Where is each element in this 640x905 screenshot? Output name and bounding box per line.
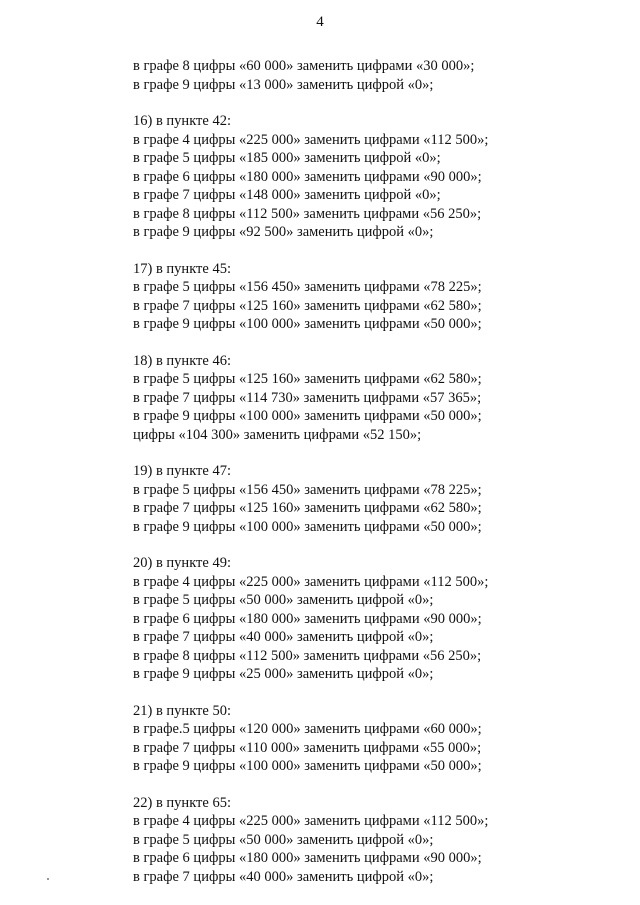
amendment-block	[133, 260, 620, 334]
scan-speck	[47, 878, 49, 880]
amendment-line: в графе 9 цифры «25 000» заменить цифрой «0»;	[133, 666, 434, 682]
amendment-line: в графе 4 цифры «225 000» заменить цифрами «112 500»;	[133, 573, 489, 590]
block-heading: 17) в пункте 45:	[133, 260, 231, 277]
amendment-line: в графе 7 цифры «40 000» заменить цифрой «0»;	[133, 868, 434, 885]
amendment-line: в графе 8 цифры «112 500» заменить цифрами «56 250»;	[133, 647, 482, 664]
amendment-line: в графе 9 цифры «92 500» заменить цифрой «0»;	[133, 224, 434, 240]
amendment-line: в графе 7 цифры «40 000» заменить цифрой «0»;	[133, 629, 434, 645]
amendment-line: в графе 6 цифры «180 000» заменить цифрами «90 000»;	[133, 610, 482, 627]
amendment-line: в графе 8 цифры «60 000» заменить цифрами «30 000»;	[133, 58, 475, 74]
amendment-line: в графе 7 цифры «125 160» заменить цифрами «62 580»;	[133, 297, 482, 314]
amendment-line: в графе 5 цифры «125 160» заменить цифрами «62 580»;	[133, 371, 482, 387]
page-number: 4	[316, 14, 324, 30]
block-heading: 16) в пункте 42:	[133, 113, 231, 129]
block-heading: 18) в пункте 46:	[133, 352, 231, 369]
amendment-line: в графе 5 цифры «185 000» заменить цифрой «0»;	[133, 150, 441, 166]
amendment-line: в графе 6 цифры «180 000» заменить цифрами «90 000»;	[133, 850, 482, 866]
amendment-line: в графе 4 цифры «225 000» заменить цифрами «112 500»;	[133, 813, 489, 829]
amendment-line: в графе 9 цифры «100 000» заменить цифрами «50 000»;	[133, 316, 482, 332]
block-heading: 19) в пункте 47:	[133, 463, 231, 479]
amendment-line: в графе 9 цифры «100 000» заменить цифрами «50 000»;	[133, 408, 482, 424]
amendment-line: в графе 5 цифры «50 000» заменить цифрой «0»;	[133, 592, 434, 608]
amendment-line: в графе 9 цифры «100 000» заменить цифрами «50 000»;	[133, 758, 482, 774]
amendment-block	[133, 112, 620, 242]
amendment-line: в графе 4 цифры «225 000» заменить цифрами «112 500»;	[133, 131, 489, 148]
amendment-block	[133, 352, 620, 445]
amendment-line: в графе 7 цифры «114 730» заменить цифрами «57 365»;	[133, 389, 482, 406]
block-heading: 20) в пункте 49:	[133, 555, 231, 571]
amendment-block	[133, 462, 620, 536]
amendment-line: в графе 7 цифры «148 000» заменить цифрой «0»;	[133, 187, 441, 203]
amendment-block	[133, 794, 620, 887]
amendment-line: цифры «104 300» заменить цифрами «52 150»;	[133, 426, 422, 443]
amendment-block	[133, 57, 620, 94]
document-body	[133, 57, 620, 904]
block-heading: 21) в пункте 50:	[133, 702, 231, 719]
amendment-line: в графе.5 цифры «120 000» заменить цифрами «60 000»;	[133, 721, 482, 737]
amendment-line: в графе 9 цифры «100 000» заменить цифрами «50 000»;	[133, 518, 482, 535]
amendment-line: в графе 8 цифры «112 500» заменить цифрами «56 250»;	[133, 205, 482, 222]
amendment-line: в графе 6 цифры «180 000» заменить цифрами «90 000»;	[133, 168, 482, 185]
amendment-block	[133, 554, 620, 684]
block-heading: 22) в пункте 65:	[133, 794, 231, 811]
amendment-line: в графе 5 цифры «156 450» заменить цифрами «78 225»;	[133, 279, 482, 295]
amendment-line: в графе 5 цифры «156 450» заменить цифрами «78 225»;	[133, 481, 482, 498]
amendment-line: в графе 7 цифры «110 000» заменить цифрами «55 000»;	[133, 739, 482, 756]
amendment-line: в графе 7 цифры «125 160» заменить цифрами «62 580»;	[133, 500, 482, 516]
amendment-block	[133, 702, 620, 776]
amendment-line: в графе 9 цифры «13 000» заменить цифрой «0»;	[133, 76, 434, 93]
amendment-line: в графе 5 цифры «50 000» заменить цифрой «0»;	[133, 831, 434, 848]
